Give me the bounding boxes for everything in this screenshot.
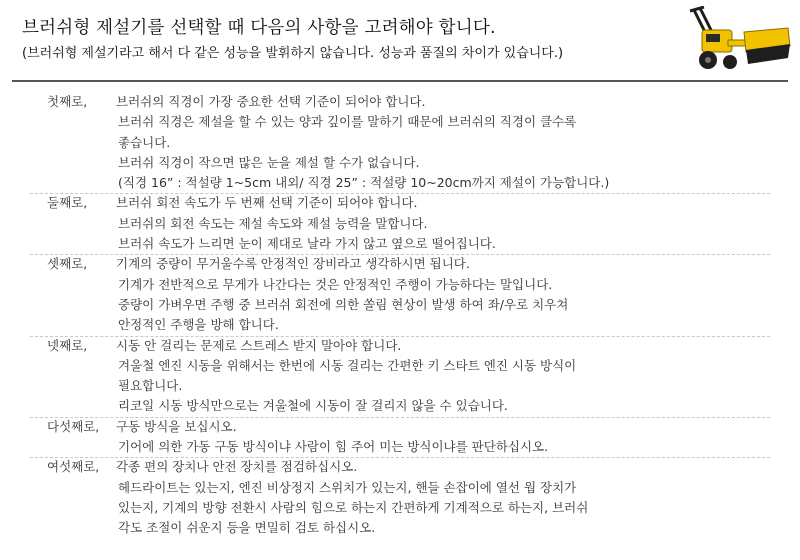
section-2-detail: 브러쉬의 회전 속도는 제설 속도와 제설 능력을 말합니다. [118,215,428,231]
section-1-detail: (직경 16” : 적설량 1~5cm 내외/ 직경 25” : 적설량 10~20cm까지 제설이 가능합니다.) [118,175,610,191]
page-subtitle: (브러쉬형 제설기라고 해서 다 같은 성능을 발휘하지 않습니다. 성능과 품질의 차이가 있습니다.) [22,46,564,61]
section-2-label: 둘째로, [47,195,88,211]
section-1-main-row [0,92,800,112]
section-6-detail-row [0,478,800,498]
section-4-detail: 리코일 시동 방식만으로는 겨울철에 시동이 잘 걸리지 않을 수 있습니다. [118,398,508,414]
section-3-detail: 기계가 전반적으로 무게가 나간다는 것은 안정적인 주행이 가능하다는 말입니다. [118,276,553,292]
section-5-detail: 기어에 의한 가동 구동 방식이냐 사람이 힘 주어 미는 방식이냐를 판단하십시오. [118,439,549,455]
section-2-detail-row [0,234,800,254]
section-6-detail-row [0,498,800,518]
section-2-main-row [0,193,800,213]
header-divider [12,80,788,82]
section-6-main-row [0,457,800,477]
section-6-detail: 각도 조절이 쉬운지 등을 면밀히 검토 하십시오. [118,520,376,536]
section-1-detail-row [0,112,800,132]
section-5-detail-row [0,437,800,457]
sweeper-engine-panel [706,34,720,42]
section-1-main: 브러쉬의 직경이 가장 중요한 선택 기준이 되어야 합니다. [116,94,426,109]
section-3-main: 기계의 중량이 무거울수록 안정적인 장비라고 생각하시면 됩니다. [116,256,470,272]
section-5-label: 다섯째로, [47,418,100,434]
section-1-detail: 좋습니다. [118,134,171,150]
section-2-detail-row [0,214,800,234]
section-1-detail: 브러쉬 직경이 작으면 많은 눈을 제설 할 수가 없습니다. [118,154,420,170]
section-1-detail-row [0,153,800,173]
section-3-main-row [0,254,800,274]
section-5-main-row [0,417,800,437]
section-3-detail: 중량이 가벼우면 주행 중 브러쉬 회전에 의한 쏠림 현상이 발생 하여 좌/우로 치우쳐 [118,296,569,312]
section-4-detail-row [0,376,800,396]
section-3-detail: 안정적인 주행을 방해 합니다. [118,317,279,333]
brush-snow-sweeper-illustration [676,6,792,72]
section-1-detail: 브러쉬 직경은 제설을 할 수 있는 양과 깊이를 말하기 때문에 브러쉬의 직경이 클수록 [118,114,577,130]
section-6-label: 여섯째로, [47,459,100,475]
section-6-detail: 헤드라이트는 있는지, 엔진 비상정지 스위치가 있는지, 핸들 손잡이에 열선 웜 장치가 [118,479,577,495]
section-3-label: 셋째로, [47,256,88,272]
page-header [0,0,800,78]
section-2-detail: 브러쉬 속도가 느리면 눈이 제대로 날라 가지 않고 옆으로 떨어집니다. [118,236,496,252]
section-6-detail-row [0,518,800,538]
section-3-detail-row [0,295,800,315]
sweeper-wheel-hub [705,57,711,63]
section-6-main: 각종 편의 장치나 안전 장치를 점검하십시오. [116,459,358,475]
section-3-detail-row [0,275,800,295]
section-3-detail-row [0,315,800,335]
section-4-detail-row [0,356,800,376]
page-title: 브러쉬형 제설기를 선택할 때 다음의 사항을 고려해야 합니다. [22,18,496,38]
section-1-label: 첫째로, [47,94,88,109]
section-4-detail: 겨울철 엔진 시동을 위해서는 한번에 시동 걸리는 간편한 키 스타트 엔진 시동 방식이 [118,357,577,373]
section-1-detail-row [0,173,800,193]
section-1-detail-row [0,133,800,153]
section-5-main: 구동 방식을 보십시오. [116,418,237,434]
section-2-main: 브러쉬 회전 속도가 두 번째 선택 기준이 되어야 합니다. [116,195,418,211]
section-4-detail-row [0,396,800,416]
section-4-detail: 필요합니다. [118,378,183,394]
section-4-label: 넷째로, [47,337,88,353]
section-4-main-row [0,336,800,356]
content-body [0,92,800,539]
section-4-main: 시동 안 걸리는 문제로 스트레스 받지 말아야 합니다. [116,337,402,353]
sweeper-wheel-front [723,55,737,69]
section-6-detail: 있는지, 기계의 방향 전환시 사람의 힘으로 하는지 간편하게 기계적으로 하는지, 브러쉬 [118,499,589,515]
